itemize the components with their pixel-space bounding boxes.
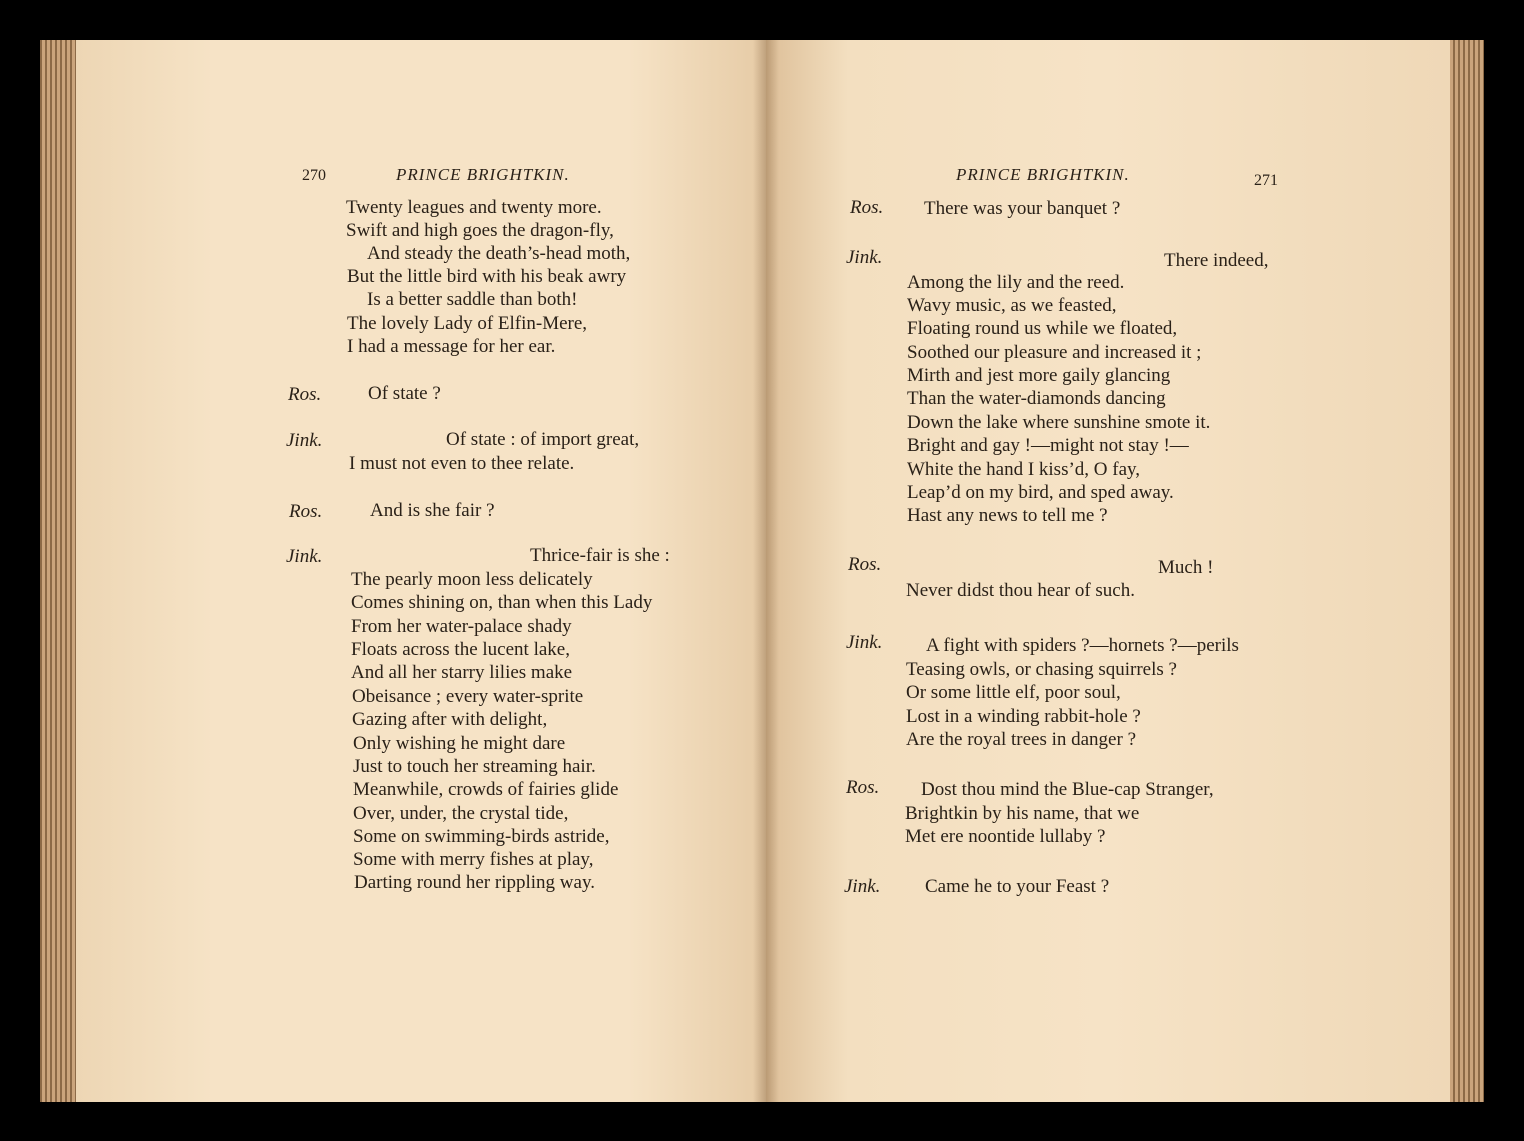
verse-line: Obeisance ; every water-sprite bbox=[352, 686, 584, 707]
verse-line: Floats across the lucent lake, bbox=[351, 639, 570, 660]
verse-line: Is a better saddle than both! bbox=[367, 289, 578, 310]
running-head: PRINCE BRIGHTKIN. bbox=[396, 165, 570, 184]
verse-line: There indeed, bbox=[1164, 250, 1269, 271]
page-number: 270 bbox=[302, 167, 326, 184]
verse-line: Hast any news to tell me ? bbox=[907, 505, 1108, 526]
verse-line: Than the water-diamonds dancing bbox=[907, 388, 1166, 409]
speaker-label: Jink. bbox=[846, 247, 883, 268]
verse-line: White the hand I kiss’d, O fay, bbox=[907, 459, 1141, 480]
verse-line: I must not even to thee relate. bbox=[349, 453, 575, 474]
speaker-label: Ros. bbox=[848, 554, 882, 575]
verse-line: Lost in a winding rabbit-hole ? bbox=[906, 706, 1141, 727]
speaker-label: Jink. bbox=[286, 546, 323, 567]
verse-line: There was your banquet ? bbox=[924, 198, 1121, 219]
verse-line: And is she fair ? bbox=[370, 500, 495, 521]
verse-line: A fight with spiders ?—hornets ?—perils bbox=[926, 635, 1239, 656]
verse-line: The lovely Lady of Elfin-Mere, bbox=[347, 313, 588, 334]
verse-line: And steady the death’s-head moth, bbox=[367, 243, 631, 264]
right-page-edges bbox=[1450, 40, 1484, 1102]
verse-line: The pearly moon less delicately bbox=[351, 569, 593, 590]
speaker-label: Ros. bbox=[288, 384, 322, 405]
speaker-label: Ros. bbox=[846, 777, 880, 798]
verse-line: Bright and gay !—might not stay !— bbox=[907, 435, 1189, 456]
page-number: 271 bbox=[1254, 172, 1278, 189]
verse-line: Gazing after with delight, bbox=[352, 709, 548, 730]
verse-line: Or some little elf, poor soul, bbox=[906, 682, 1121, 703]
verse-line: Leap’d on my bird, and sped away. bbox=[907, 482, 1174, 503]
verse-line: Mirth and jest more gaily glancing bbox=[907, 365, 1171, 386]
verse-line: Thrice-fair is she : bbox=[530, 545, 670, 566]
verse-line: Much ! bbox=[1158, 557, 1214, 578]
verse-line: Floating round us while we floated, bbox=[907, 318, 1178, 339]
speaker-label: Jink. bbox=[286, 430, 323, 451]
verse-line: And all her starry lilies make bbox=[351, 662, 573, 683]
left-page bbox=[76, 40, 766, 1102]
speaker-label: Ros. bbox=[850, 197, 884, 218]
verse-line: But the little bird with his beak awry bbox=[347, 266, 627, 287]
open-book bbox=[40, 40, 1484, 1102]
verse-line: Of state ? bbox=[368, 383, 441, 404]
verse-line: Darting round her rippling way. bbox=[354, 872, 595, 893]
book-gutter bbox=[753, 40, 779, 1102]
verse-line: From her water-palace shady bbox=[351, 616, 572, 637]
verse-line: Dost thou mind the Blue-cap Stranger, bbox=[921, 779, 1214, 800]
left-page-edges bbox=[40, 40, 76, 1102]
speaker-label: Ros. bbox=[289, 501, 323, 522]
verse-line: Just to touch her streaming hair. bbox=[353, 756, 596, 777]
verse-line: Comes shining on, than when this Lady bbox=[351, 592, 653, 613]
verse-line: Only wishing he might dare bbox=[353, 733, 566, 754]
verse-line: Never didst thou hear of such. bbox=[906, 580, 1135, 601]
speaker-label: Jink. bbox=[844, 876, 881, 897]
verse-line: Over, under, the crystal tide, bbox=[353, 803, 569, 824]
verse-line: Twenty leagues and twenty more. bbox=[346, 197, 602, 218]
verse-line: Meanwhile, crowds of fairies glide bbox=[353, 779, 619, 800]
verse-line: Are the royal trees in danger ? bbox=[906, 729, 1137, 750]
running-head: PRINCE BRIGHTKIN. bbox=[956, 165, 1130, 184]
verse-line: Among the lily and the reed. bbox=[907, 272, 1125, 293]
verse-line: Teasing owls, or chasing squirrels ? bbox=[906, 659, 1177, 680]
verse-line: Wavy music, as we feasted, bbox=[907, 295, 1117, 316]
verse-line: Of state : of import great, bbox=[446, 429, 640, 450]
verse-line: Down the lake where sunshine smote it. bbox=[907, 412, 1211, 433]
verse-line: Met ere noontide lullaby ? bbox=[905, 826, 1106, 847]
speaker-label: Jink. bbox=[846, 632, 883, 653]
verse-line: Some on swimming-birds astride, bbox=[353, 826, 610, 847]
verse-line: Some with merry fishes at play, bbox=[353, 849, 594, 870]
verse-line: Swift and high goes the dragon-fly, bbox=[346, 220, 614, 241]
verse-line: Soothed our pleasure and increased it ; bbox=[907, 342, 1202, 363]
verse-line: Came he to your Feast ? bbox=[925, 876, 1110, 897]
verse-line: I had a message for her ear. bbox=[347, 336, 556, 357]
right-page bbox=[766, 40, 1450, 1102]
verse-line: Brightkin by his name, that we bbox=[905, 803, 1140, 824]
